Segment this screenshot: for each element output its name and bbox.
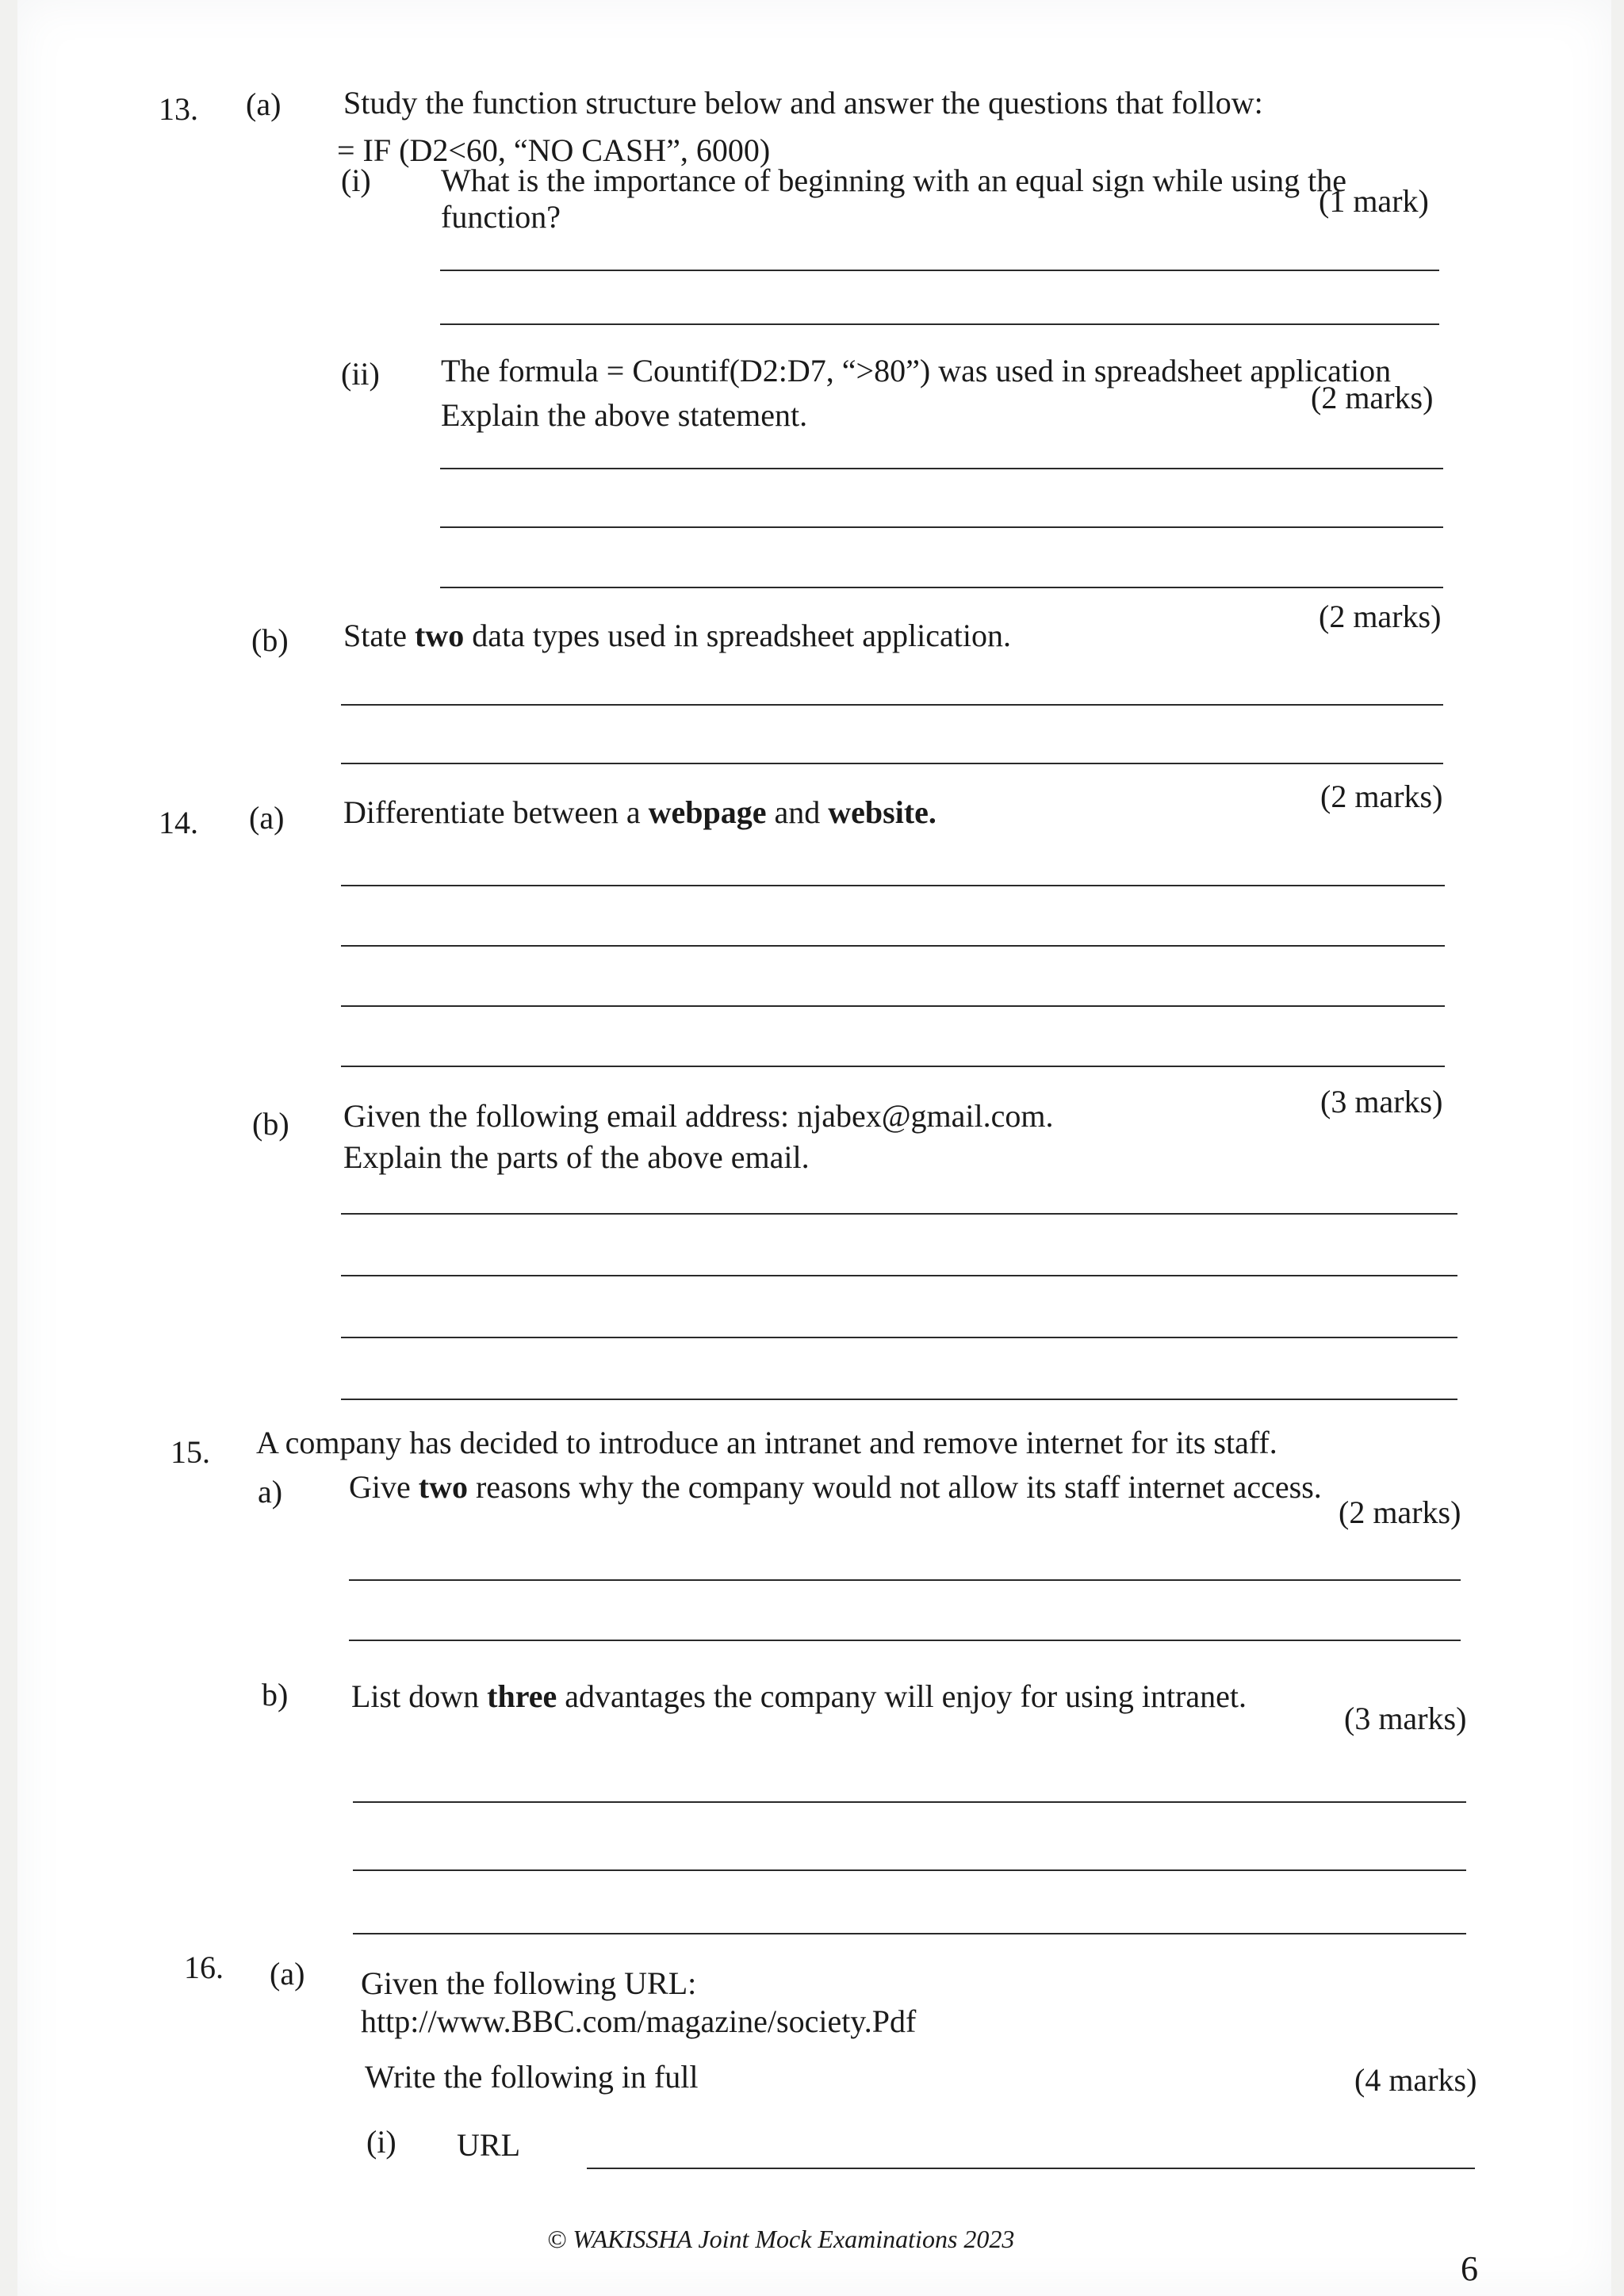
question-13b-marks: (2 marks) — [1319, 599, 1442, 634]
answer-line[interactable] — [341, 1005, 1445, 1007]
question-14b-marks: (3 marks) — [1320, 1084, 1443, 1119]
question-13a-label: (a) — [246, 86, 282, 122]
question-16a-line1: Given the following URL: — [361, 1965, 697, 2001]
question-14b-line1: Given the following email address: njabex@gmail.com. — [343, 1098, 1054, 1134]
question-15a-text: Give two reasons why the company would not allow its staff internet access. — [349, 1469, 1322, 1505]
question-14b-label: (b) — [252, 1106, 289, 1142]
question-16ai-label: (i) — [366, 2124, 396, 2160]
answer-line[interactable] — [341, 763, 1443, 764]
question-14a-label: (a) — [249, 800, 285, 836]
question-13aii-line2: Explain the above statement. — [441, 397, 808, 433]
answer-line[interactable] — [341, 1337, 1457, 1338]
question-14a-marks: (2 marks) — [1320, 779, 1443, 814]
question-15a-label: a) — [258, 1474, 283, 1510]
answer-line[interactable] — [440, 270, 1439, 271]
question-16a-url: http://www.BBC.com/magazine/society.Pdf — [361, 2003, 917, 2039]
question-15a-marks: (2 marks) — [1339, 1494, 1461, 1530]
answer-line[interactable] — [341, 704, 1443, 706]
question-13b-label: (b) — [251, 622, 289, 658]
answer-line[interactable] — [440, 323, 1439, 325]
answer-line[interactable] — [353, 1933, 1466, 1934]
question-13ai-marks: (1 mark) — [1319, 183, 1429, 219]
footer-copyright: © WAKISSHA Joint Mock Examinations 2023 — [547, 2225, 1015, 2253]
question-16-number: 16. — [184, 1950, 224, 1985]
answer-line[interactable] — [440, 587, 1443, 588]
question-16a-marks: (4 marks) — [1354, 2062, 1477, 2098]
question-14b-line2: Explain the parts of the above email. — [343, 1139, 810, 1175]
answer-line[interactable] — [341, 945, 1445, 947]
answer-line[interactable] — [440, 526, 1443, 528]
answer-line[interactable] — [353, 1801, 1466, 1803]
question-15-intro: A company has decided to introduce an intranet and remove internet for its staff. — [256, 1425, 1277, 1460]
answer-line[interactable] — [349, 1640, 1461, 1641]
question-14-number: 14. — [159, 805, 198, 840]
question-16ai-text: URL — [457, 2127, 520, 2163]
question-15b-marks: (3 marks) — [1344, 1701, 1467, 1736]
question-15-number: 15. — [170, 1434, 210, 1470]
answer-line[interactable] — [341, 1275, 1457, 1276]
question-13a-formula: = IF (D2<60, “NO CASH”, 6000) — [337, 132, 771, 168]
answer-line[interactable] — [349, 1579, 1461, 1581]
question-13aii-line1: The formula = Countif(D2:D7, “>80”) was used in spreadsheet application — [441, 353, 1392, 388]
answer-line[interactable] — [440, 468, 1443, 469]
question-16a-line3: Write the following in full — [365, 2059, 699, 2095]
answer-line[interactable] — [341, 1066, 1445, 1067]
exam-page — [17, 0, 1611, 2296]
question-13-number: 13. — [159, 91, 198, 127]
answer-line[interactable] — [341, 1399, 1457, 1400]
question-13ai-line1: What is the importance of beginning with an equal sign while using the — [441, 163, 1346, 198]
answer-line[interactable] — [587, 2168, 1475, 2169]
question-14a-text: Differentiate between a webpage and website. — [343, 794, 936, 830]
page-number: 6 — [1461, 2249, 1478, 2288]
question-13ai-line2: function? — [441, 199, 561, 235]
question-13a-text: Study the function structure below and answer the questions that follow: — [343, 85, 1263, 121]
question-13aii-label: (ii) — [341, 356, 380, 392]
question-13aii-marks: (2 marks) — [1311, 380, 1434, 415]
question-15b-label: b) — [262, 1677, 289, 1712]
answer-line[interactable] — [341, 885, 1445, 886]
question-13b-text: State two data types used in spreadsheet application. — [343, 618, 1011, 653]
question-13ai-label: (i) — [341, 163, 371, 198]
question-16a-label: (a) — [270, 1956, 305, 1992]
answer-line[interactable] — [341, 1213, 1457, 1215]
answer-line[interactable] — [353, 1869, 1466, 1871]
question-15b-text: List down three advantages the company will enjoy for using intranet. — [351, 1678, 1247, 1714]
